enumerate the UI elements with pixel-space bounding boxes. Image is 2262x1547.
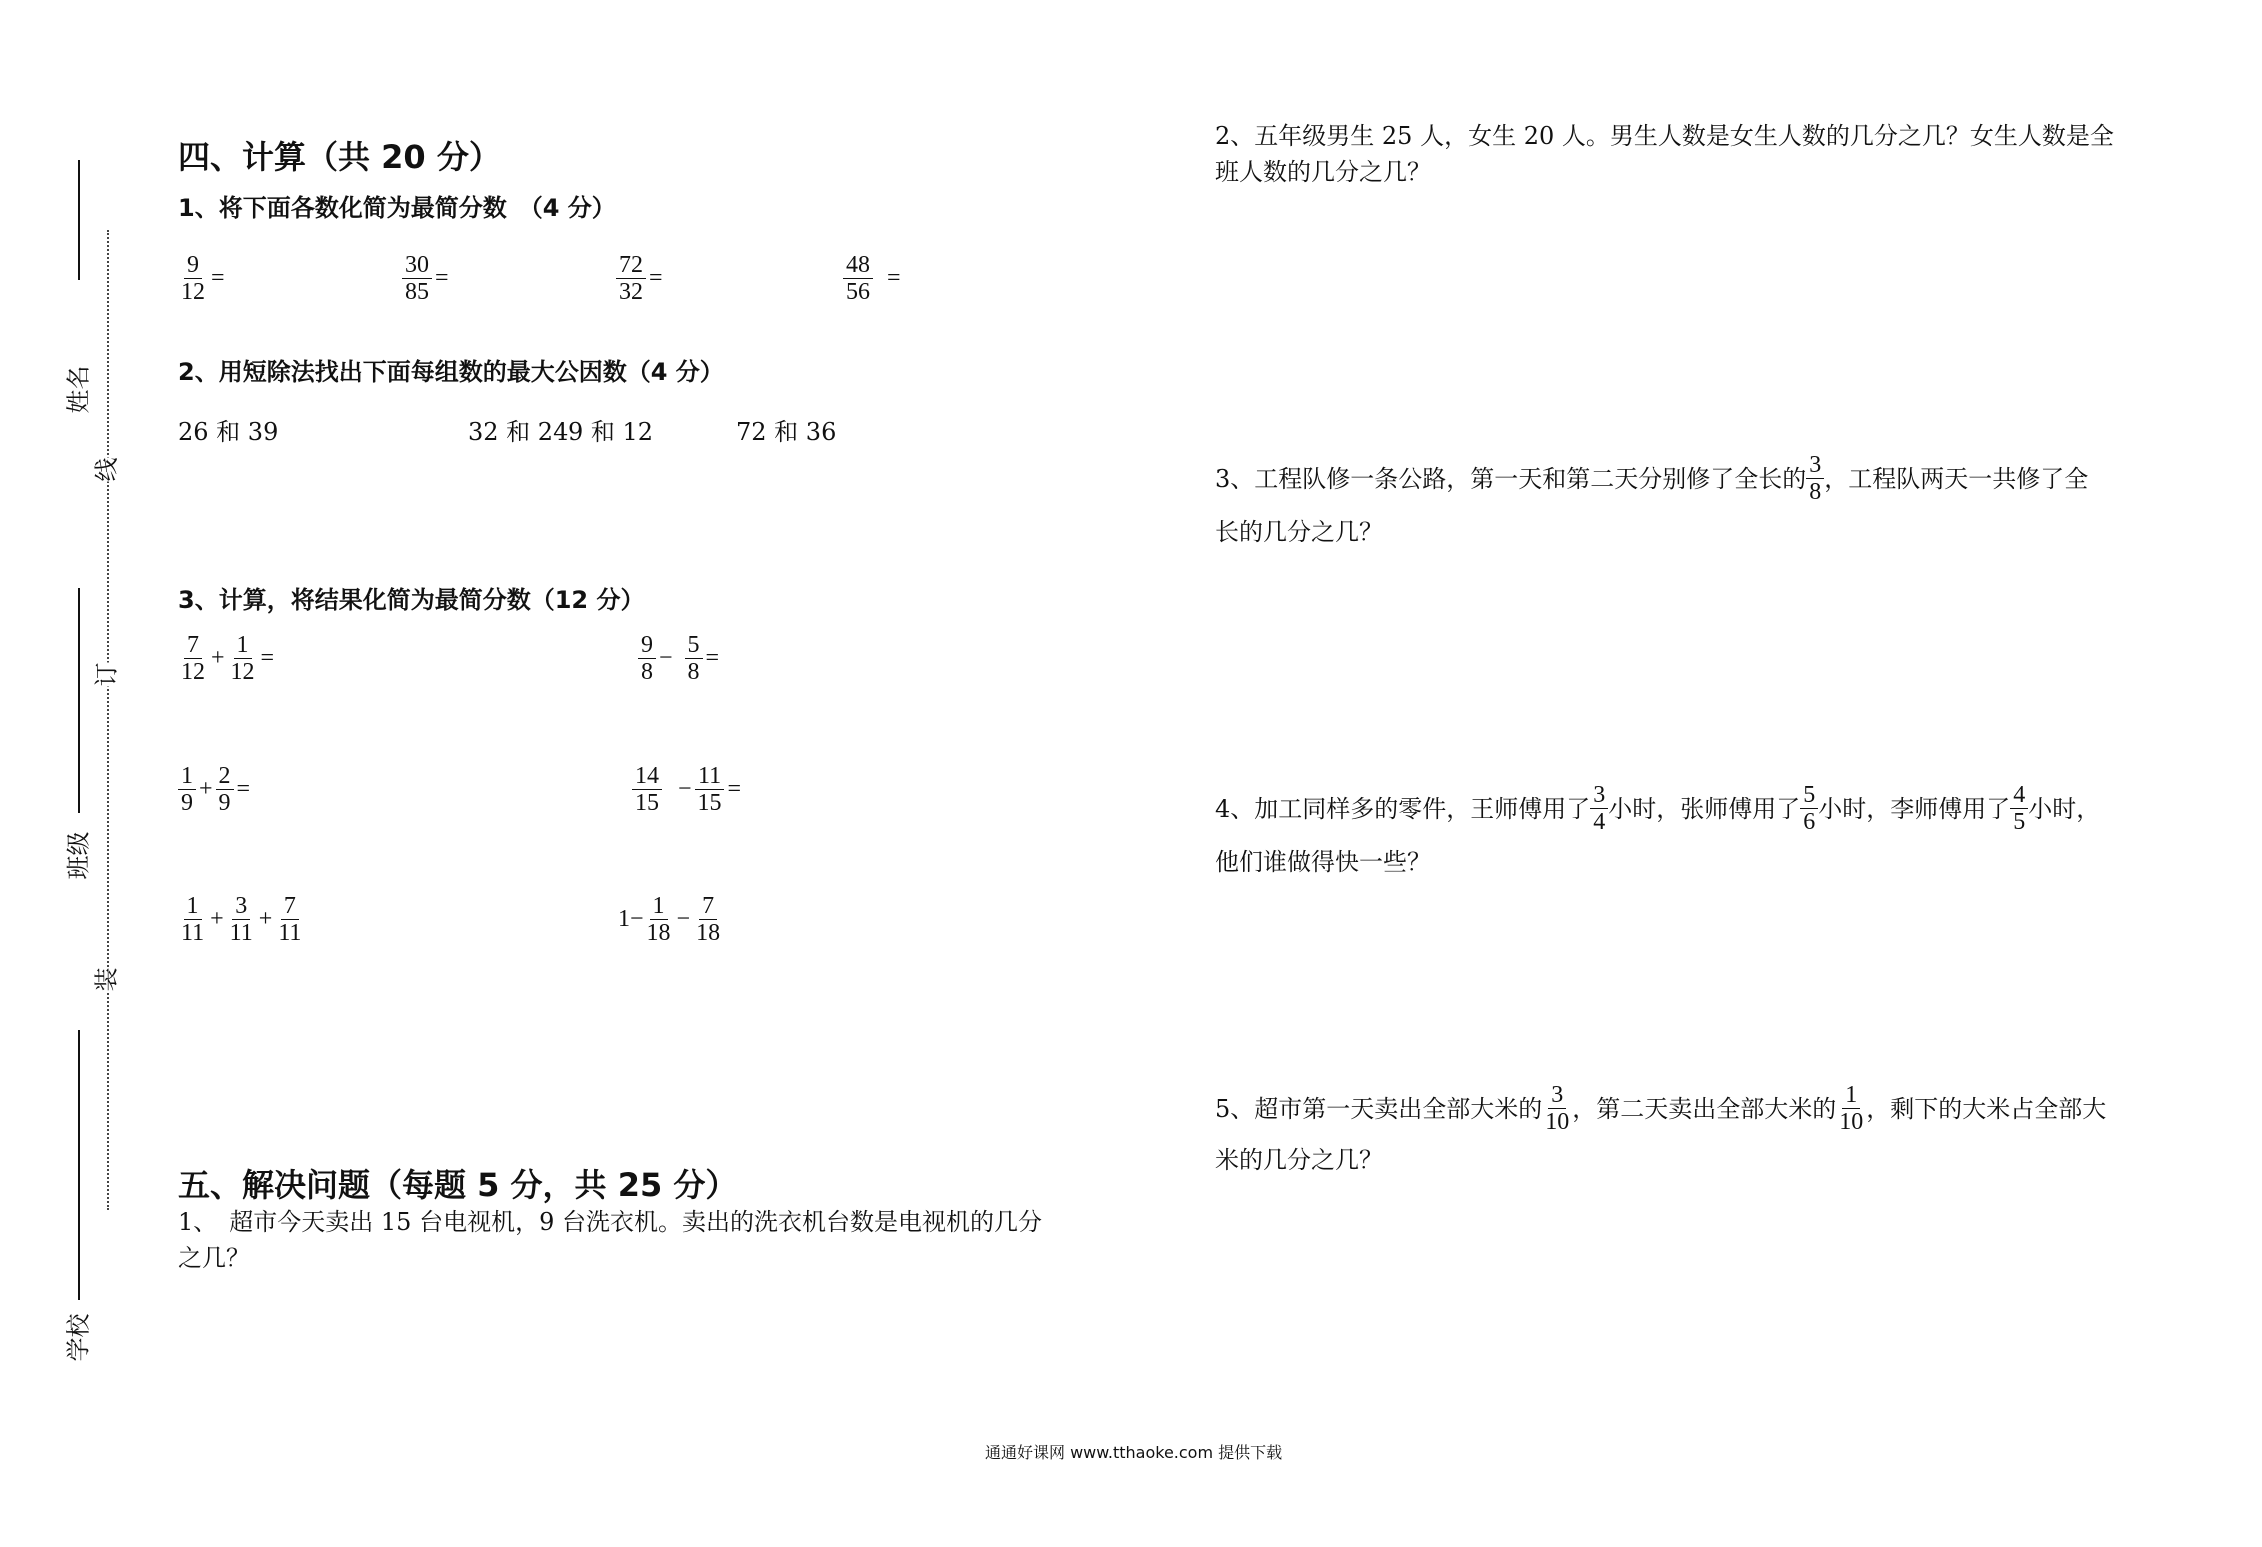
fraction: $\frac{30}{85}$ [402, 252, 432, 305]
bind-xian: 线 [87, 458, 122, 482]
problem-5-line2: 米的几分之几？ [1215, 1146, 1383, 1174]
problem-5-line1: 5、超市第一天卖出全部大米的 $\frac{3}{10}$ ，第二天卖出全部大米的 $\frac{1}{10}$ ，剩下的大米占全部大 [1215, 1082, 2107, 1135]
gcd-item-1: 26 和 39 [178, 418, 279, 446]
margin-line-2 [78, 588, 80, 813]
gcd-item-3: 9 和 12 [568, 418, 654, 446]
problem-1-line1: 1、 超市今天卖出 15 台电视机，9 台洗衣机。卖出的洗衣机台数是电视机的几分 [178, 1208, 1042, 1236]
problem-3-line1: 3、工程队修一条公路，第一天和第二天分别修了全长的 $\frac{3}{8}$ ，工程队两天一共修了全 [1215, 452, 2089, 505]
calc-expr-5: $\frac{1}{11}$ + $\frac{3}{11}$ + $\frac{7}{11}$ [181, 893, 302, 946]
calc-expr-1: $\frac{7}{12}$ + $\frac{1}{12}$ = [181, 632, 275, 685]
gcd-item-4: 72 和 36 [736, 418, 837, 446]
calc-expr-6: 1− $\frac{1}{18}$ − $\frac{7}{18}$ [618, 893, 721, 946]
school-label: 学校 [64, 1313, 93, 1362]
fraction: $\frac{72}{32}$ [616, 252, 646, 305]
bind-zhuang: 装 [87, 968, 122, 992]
section5-title: 五、解决问题（每题 5 分，共 25 分） [178, 1166, 738, 1204]
name-label: 姓名 [64, 365, 93, 414]
simplify-item-1: $\frac{9}{12}$ = [178, 252, 228, 305]
section4-title: 四、计算（共 20 分） [178, 138, 501, 176]
q2-title: 2、用短除法找出下面每组数的最大公因数（4 分） [178, 358, 724, 386]
gcd-item-2: 32 和 24 [468, 418, 569, 446]
calc-expr-2: $\frac{9}{8}$ − $\frac{5}{8}$ = [638, 632, 722, 685]
q3-title: 3、计算，将结果化简为最简分数（12 分） [178, 586, 645, 614]
binding-dotted-line [107, 230, 109, 1210]
problem-4-line2: 他们谁做得快一些？ [1215, 848, 1431, 876]
problem-4-line1: 4、加工同样多的零件，王师傅用了 $\frac{3}{4}$ 小时，张师傅用了 $\frac{5}{6}$ 小时，李师傅用了 $\frac{4}{5}$ 小时， [1215, 782, 2101, 835]
class-label: 班级 [64, 831, 93, 880]
problem-2-line1: 2、五年级男生 25 人，女生 20 人。男生人数是女生人数的几分之几？女生人数是全 [1215, 122, 2114, 150]
calc-expr-3: $\frac{1}{9}$ + $\frac{2}{9}$ = [178, 763, 253, 816]
q1-title: 1、将下面各数化简为最简分数 （4 分） [178, 194, 616, 222]
simplify-item-3: $\frac{72}{32}$ = [616, 252, 666, 305]
fraction: $\frac{9}{12}$ [181, 252, 205, 305]
problem-1-line2: 之几？ [178, 1244, 250, 1272]
bind-ding: 订 [87, 663, 122, 687]
simplify-item-2: $\frac{30}{85}$ = [402, 252, 452, 305]
footer-credit: 通通好课网 www.tthaoke.com 提供下载 [985, 1443, 1283, 1462]
fraction: $\frac{48}{56}$ [843, 252, 873, 305]
margin-line-3 [78, 1030, 80, 1300]
margin-line-top [78, 160, 80, 280]
problem-3-line2: 长的几分之几？ [1215, 518, 1383, 546]
calc-expr-4: $\frac{14}{15}$ − $\frac{11}{15}$ = [632, 763, 744, 816]
simplify-item-4: $\frac{48}{56}$ = [843, 252, 904, 305]
problem-2-line2: 班人数的几分之几？ [1215, 158, 1431, 186]
